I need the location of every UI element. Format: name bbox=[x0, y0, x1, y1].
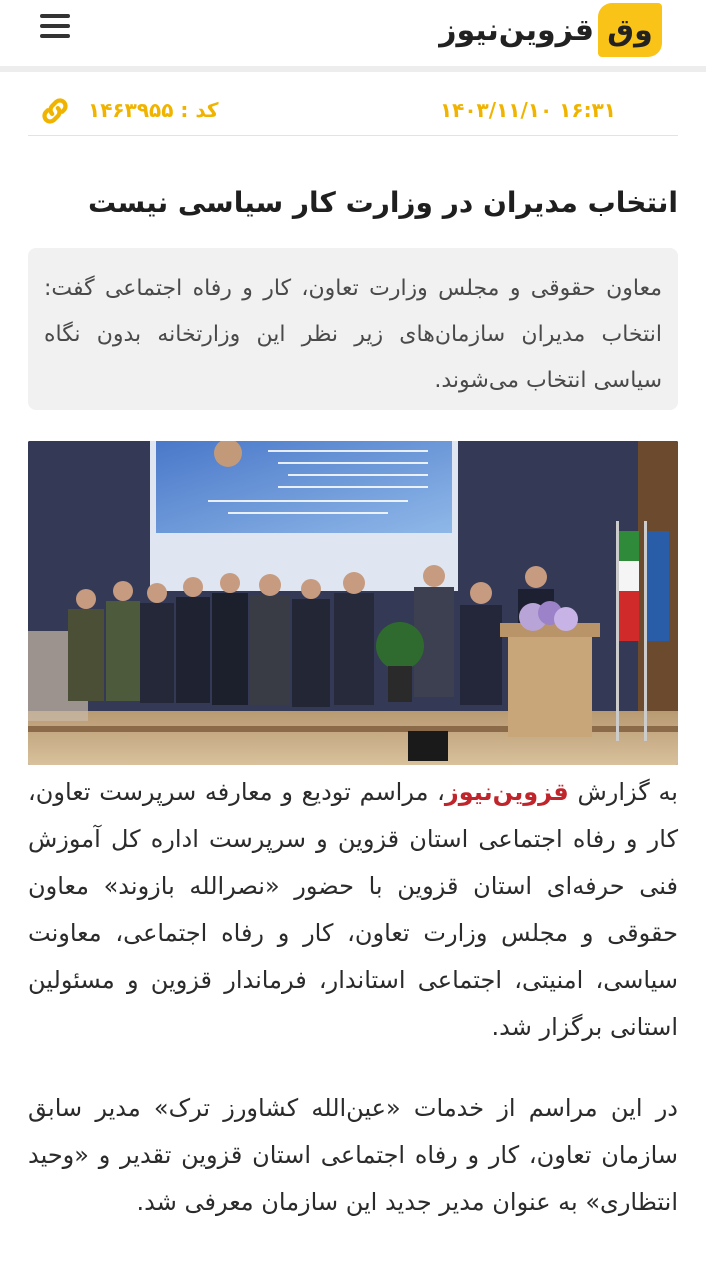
site-header bbox=[0, 0, 706, 72]
news-code-value: ۱۴۶۳۹۵۵ bbox=[88, 98, 174, 122]
paragraph-1-intro: به گزارش bbox=[568, 778, 678, 806]
article-paragraph-1 bbox=[28, 769, 678, 1051]
paragraph-1-text: ، مراسم تودیع و معارفه سرپرست تعاون، کار و رفاه اجتماعی استان قزوین و سرپرست اداره کل آموزش فنی حرفه‌ای استان قزوین با حضور «نصرالله بازوند» معاون حقوقی و مجلس وزارت تعاون، کار و رفاه اجتماعی، معاونت سیاسی، امنیتی، اجتماعی استاندار، فرماندار قزوین و مسئولین استانی برگزار شد. bbox=[28, 778, 678, 1041]
article-title: انتخاب مدیران در وزارت کار سیاسی نیست bbox=[88, 186, 678, 219]
brand-link[interactable]: قزوین‌نیوز bbox=[444, 778, 569, 806]
logo-text: قزوین‌نیوز bbox=[439, 12, 594, 48]
article-paragraph-2: در این مراسم از خدمات «عین‌الله کشاورز ترک» مدیر سابق سازمان تعاون، کار و رفاه اجتماعی استان قزوین تقدیر و «وحید انتظاری» به عنوان مدیر جدید این سازمان معرفی شد. bbox=[28, 1094, 678, 1216]
site-logo[interactable] bbox=[439, 2, 662, 58]
news-code bbox=[88, 98, 219, 122]
article-lead: معاون حقوقی و مجلس وزارت تعاون، کار و رفاه اجتماعی گفت: انتخاب مدیران سازمان‌های زیر نظر این وزارتخانه بدون نگاه سیاسی انتخاب می‌شوند. bbox=[28, 248, 678, 410]
link-icon[interactable] bbox=[38, 94, 72, 128]
logo-badge: وق bbox=[598, 3, 662, 57]
ceremony-photo-illustration bbox=[28, 441, 678, 765]
article-photo bbox=[28, 441, 678, 765]
publish-datetime: ۱۴۰۳/۱۱/۱۰ ۱۶:۳۱ bbox=[439, 98, 616, 122]
article-meta bbox=[28, 86, 678, 136]
news-code-label: کد : bbox=[180, 98, 219, 122]
hamburger-menu-icon[interactable] bbox=[36, 10, 74, 44]
